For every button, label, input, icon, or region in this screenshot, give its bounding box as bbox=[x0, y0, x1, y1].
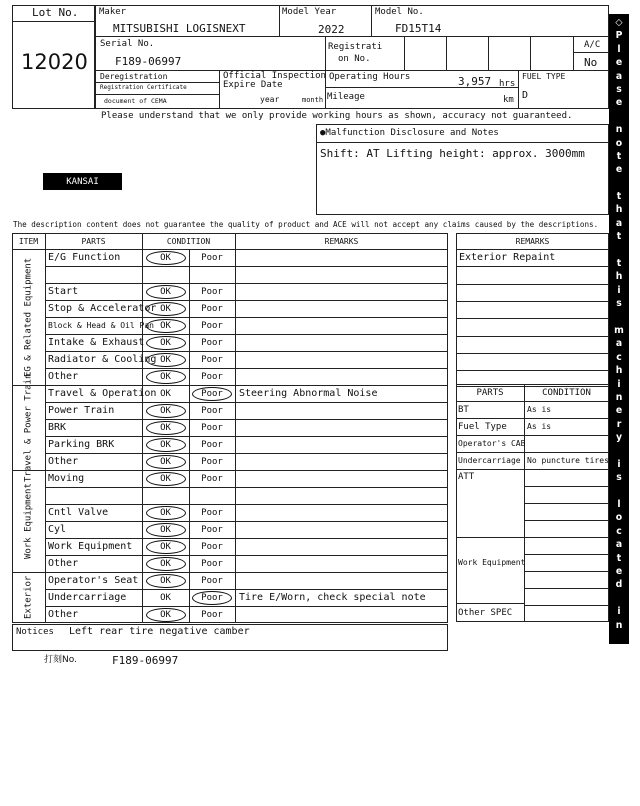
remarks-line bbox=[456, 318, 609, 319]
sidebar-char: s bbox=[616, 298, 622, 310]
sidebar-char: e bbox=[615, 97, 623, 109]
poor-option[interactable]: Poor bbox=[201, 303, 223, 314]
sidebar-char: a bbox=[615, 217, 623, 229]
sidebar-char: Y bbox=[615, 740, 623, 752]
group-label: EG & Related Equipment bbox=[23, 257, 34, 377]
sidebar-char: i bbox=[617, 713, 621, 725]
sidebar-space bbox=[617, 445, 620, 458]
notices-text: Left rear tire negative camber bbox=[69, 626, 250, 637]
ok-selected-circle bbox=[146, 319, 186, 333]
footer-value: F189-06997 bbox=[112, 654, 179, 667]
sidebar-char: ◇ bbox=[615, 793, 623, 805]
location-badge-label: KANSAI bbox=[66, 176, 99, 187]
ok-option[interactable]: OK bbox=[160, 303, 171, 314]
table-row bbox=[45, 317, 448, 334]
table-row bbox=[45, 402, 448, 419]
part-name: Undercarriage bbox=[48, 592, 127, 603]
ok-option[interactable]: OK bbox=[160, 286, 171, 297]
remarks-line bbox=[456, 370, 609, 371]
att-minor-line bbox=[524, 537, 609, 538]
location-sidebar bbox=[609, 14, 629, 805]
table-row bbox=[45, 453, 448, 470]
sidebar-char: d bbox=[615, 579, 623, 591]
poor-option[interactable]: Poor bbox=[201, 337, 223, 348]
table-row bbox=[45, 300, 448, 317]
notices-label: Notices bbox=[16, 627, 54, 637]
cema-label: document of CEMA bbox=[104, 97, 167, 105]
parts-name: BT bbox=[458, 404, 469, 415]
table-row bbox=[45, 589, 448, 606]
ok-selected-circle bbox=[146, 608, 186, 622]
part-name: Other bbox=[48, 456, 79, 467]
lot-label: Lot No. bbox=[32, 6, 79, 19]
serial-value: F189-06997 bbox=[115, 55, 182, 68]
ok-selected-circle bbox=[146, 472, 186, 486]
year-label: year bbox=[260, 95, 280, 104]
sidebar-char: c bbox=[616, 525, 622, 537]
sidebar-char: n bbox=[615, 619, 623, 631]
header-item: ITEM bbox=[18, 236, 39, 246]
sidebar-char: a bbox=[615, 699, 623, 711]
sidebar-space bbox=[617, 726, 620, 739]
malfunction-text: Shift: AT Lifting height: approx. 3000mm bbox=[320, 147, 585, 160]
model-no-value: FD15T14 bbox=[395, 22, 442, 35]
att-minor-line bbox=[524, 605, 609, 606]
att-minor-line bbox=[524, 520, 609, 521]
ok-selected-circle bbox=[146, 336, 186, 350]
registration-label-2: on No. bbox=[338, 54, 371, 64]
group-label: Travel & Power Train bbox=[23, 373, 34, 482]
sidebar-char: e bbox=[615, 405, 623, 417]
table-row bbox=[45, 266, 448, 283]
fuel-type-value: D bbox=[522, 90, 529, 101]
part-name: Operator's Seat bbox=[48, 575, 139, 586]
ok-selected-circle bbox=[146, 404, 186, 418]
sidebar-char: c bbox=[616, 351, 622, 363]
inspection-label-1: Official Inspection bbox=[223, 71, 326, 81]
table-row bbox=[45, 538, 448, 555]
sidebar-char: t bbox=[616, 191, 622, 203]
maker-value: MITSUBISHI LOGISNEXT bbox=[113, 22, 246, 35]
sidebar-char: o bbox=[615, 512, 623, 524]
ac-label: A/C bbox=[584, 40, 601, 50]
ok-option[interactable]: OK bbox=[160, 507, 171, 518]
table-row bbox=[45, 572, 448, 589]
ac-value: No bbox=[584, 56, 598, 69]
ok-option[interactable]: OK bbox=[160, 524, 171, 535]
remarks-line bbox=[456, 353, 609, 354]
poor-option[interactable]: Poor bbox=[201, 541, 223, 552]
group-label: Exterior bbox=[23, 575, 34, 620]
sidebar-char: y bbox=[615, 432, 623, 444]
remarks-line bbox=[456, 301, 609, 302]
sidebar-char: i bbox=[617, 284, 621, 296]
ok-selected-circle bbox=[146, 574, 186, 588]
ok-selected-circle bbox=[146, 285, 186, 299]
ok-option[interactable]: OK bbox=[160, 558, 171, 569]
poor-option[interactable]: Poor bbox=[201, 524, 223, 535]
poor-option[interactable]: Poor bbox=[201, 507, 223, 518]
ok-selected-circle bbox=[146, 421, 186, 435]
part-name: Other bbox=[48, 609, 79, 620]
part-name: Other bbox=[48, 558, 79, 569]
inspection-label-2: Expire Date bbox=[223, 80, 283, 90]
ok-option[interactable]: OK bbox=[160, 405, 171, 416]
footer-label: 打刻No. bbox=[44, 655, 77, 665]
ok-option[interactable]: OK bbox=[160, 337, 171, 348]
poor-option[interactable]: Poor bbox=[201, 354, 223, 365]
part-name: Cntl Valve bbox=[48, 507, 109, 518]
parts-header: PARTS bbox=[476, 387, 504, 398]
sidebar-char: s bbox=[616, 472, 622, 484]
ok-option[interactable]: OK bbox=[160, 320, 171, 331]
poor-option[interactable]: Poor bbox=[201, 320, 223, 331]
sidebar-char: a bbox=[615, 539, 623, 551]
header-remarks: REMARKS bbox=[324, 236, 359, 246]
part-name: Cyl bbox=[48, 524, 67, 535]
registration-label-1: Registrati bbox=[328, 42, 383, 52]
table-row bbox=[45, 504, 448, 521]
ok-option[interactable]: OK bbox=[160, 592, 171, 603]
hours-label: Operating Hours bbox=[329, 72, 411, 82]
part-name: Stop & Accelerator bbox=[48, 303, 157, 314]
table-row bbox=[45, 521, 448, 538]
table-row bbox=[45, 368, 448, 385]
table-row bbox=[45, 385, 448, 402]
sidebar-char: t bbox=[616, 552, 622, 564]
row-remark: Tire E/Worn, check special note bbox=[239, 592, 426, 603]
poor-option[interactable]: Poor bbox=[201, 252, 223, 263]
sidebar-char: e bbox=[615, 57, 623, 69]
poor-option[interactable]: Poor bbox=[201, 473, 223, 484]
sidebar-char: h bbox=[615, 365, 623, 377]
sidebar-space bbox=[617, 177, 620, 190]
table-row bbox=[45, 283, 448, 300]
remarks-line bbox=[456, 266, 609, 267]
att-minor-line bbox=[524, 571, 609, 572]
mileage-unit: km bbox=[503, 95, 514, 105]
table-row bbox=[45, 249, 448, 266]
poor-option[interactable]: Poor bbox=[201, 286, 223, 297]
ok-option[interactable]: OK bbox=[160, 473, 171, 484]
sidebar-space bbox=[617, 244, 620, 257]
sidebar-space bbox=[617, 485, 620, 498]
poor-option[interactable]: Poor bbox=[201, 558, 223, 569]
sidebar-char: o bbox=[615, 137, 623, 149]
parts-condition: As is bbox=[527, 422, 552, 431]
ok-option[interactable]: OK bbox=[160, 575, 171, 586]
row-remark: Steering Abnormal Noise bbox=[239, 388, 378, 399]
sidebar-space bbox=[617, 311, 620, 324]
ok-selected-circle bbox=[146, 251, 186, 265]
sidebar-char: t bbox=[616, 150, 622, 162]
part-name: Power Train bbox=[48, 405, 115, 416]
sidebar-char: a bbox=[615, 338, 623, 350]
malfunction-title: ●Malfunction Disclosure and Notes bbox=[320, 128, 499, 138]
sidebar-char: P bbox=[615, 30, 623, 42]
part-name: Other bbox=[48, 371, 79, 382]
poor-option[interactable]: Poor bbox=[201, 456, 223, 467]
table-row bbox=[45, 555, 448, 572]
parts-line bbox=[456, 469, 609, 470]
att-minor-line bbox=[524, 588, 609, 589]
table-row bbox=[45, 470, 448, 487]
ok-option[interactable]: OK bbox=[160, 609, 171, 620]
poor-option[interactable]: Poor bbox=[201, 422, 223, 433]
part-name: E/G Function bbox=[48, 252, 121, 263]
ok-option[interactable]: OK bbox=[160, 456, 171, 467]
hours-unit: hrs bbox=[499, 79, 516, 89]
ok-option[interactable]: OK bbox=[160, 541, 171, 552]
sidebar-char: n bbox=[615, 391, 623, 403]
model-year-label: Model Year bbox=[282, 7, 337, 17]
remarks-header: REMARKS bbox=[515, 236, 550, 246]
table-row bbox=[45, 606, 448, 623]
sidebar-char: i bbox=[617, 458, 621, 470]
serial-label: Serial No. bbox=[100, 39, 155, 49]
sidebar-char: s bbox=[616, 83, 622, 95]
lot-number: 12020 bbox=[21, 50, 88, 74]
att-minor-line bbox=[524, 554, 609, 555]
registration-cert-label: Registration Certificate bbox=[100, 84, 187, 91]
table-row bbox=[45, 419, 448, 436]
ok-selected-circle bbox=[146, 540, 186, 554]
poor-option[interactable]: Poor bbox=[201, 371, 223, 382]
att-label: ATT bbox=[458, 472, 475, 482]
condition-header: CONDITION bbox=[542, 387, 591, 398]
sidebar-char: h bbox=[615, 271, 623, 283]
part-name: Radiator & Cooling bbox=[48, 354, 157, 365]
parts-name: Undercarriage bbox=[458, 456, 521, 465]
sidebar-char: m bbox=[614, 324, 624, 336]
disclaimer: The description content does not guarantee the quality of product and ACE will not accept any claims caused by the descriptions. bbox=[13, 220, 599, 229]
other-spec-label: Other SPEC bbox=[458, 607, 513, 618]
part-name: Work Equipment bbox=[48, 541, 133, 552]
table-row bbox=[45, 334, 448, 351]
sidebar-char: r bbox=[616, 418, 622, 430]
poor-option[interactable]: Poor bbox=[201, 609, 223, 620]
table-row bbox=[45, 487, 448, 504]
ok-option[interactable]: OK bbox=[160, 388, 171, 399]
model-no-label: Model No. bbox=[375, 7, 424, 17]
sidebar-char: e bbox=[615, 164, 623, 176]
ok-selected-circle bbox=[146, 557, 186, 571]
part-name: Parking BRK bbox=[48, 439, 115, 450]
sidebar-space bbox=[617, 632, 620, 645]
sidebar-char: i bbox=[617, 606, 621, 618]
remarks-line bbox=[456, 284, 609, 285]
part-name: Moving bbox=[48, 473, 85, 484]
parts-condition: As is bbox=[527, 405, 552, 414]
header-condition: CONDITION bbox=[166, 236, 211, 246]
ok-option[interactable]: OK bbox=[160, 422, 171, 433]
sidebar-char: l bbox=[617, 499, 621, 511]
att-minor-line bbox=[524, 486, 609, 487]
parts-condition: No puncture tires bbox=[527, 456, 609, 465]
sidebar-char: a bbox=[615, 753, 623, 765]
sidebar-char: h bbox=[615, 204, 623, 216]
sidebar-char: s bbox=[616, 686, 622, 698]
part-name: Travel & Operation bbox=[48, 388, 157, 399]
ok-selected-circle bbox=[146, 438, 186, 452]
table-row bbox=[45, 351, 448, 368]
hours-value: 3,957 bbox=[458, 75, 492, 88]
sidebar-char: ◇ bbox=[615, 17, 623, 28]
ok-option[interactable]: OK bbox=[160, 354, 171, 365]
poor-selected-circle bbox=[192, 591, 232, 605]
parts-name: Fuel Type bbox=[458, 421, 507, 432]
sidebar-space bbox=[617, 592, 620, 605]
model-year-value: 2022 bbox=[318, 23, 345, 36]
sidebar-char: n bbox=[615, 124, 623, 136]
remarks-row: Exterior Repaint bbox=[459, 252, 556, 264]
poor-selected-circle bbox=[192, 387, 232, 401]
poor-option[interactable]: Poor bbox=[201, 592, 223, 603]
ok-selected-circle bbox=[146, 506, 186, 520]
sidebar-char: d bbox=[615, 780, 623, 792]
parts-name: Operator's CAB bbox=[458, 439, 526, 448]
part-name: Block & Head & Oil Pan bbox=[48, 321, 154, 330]
ok-option[interactable]: OK bbox=[160, 371, 171, 382]
sidebar-char: e bbox=[615, 566, 623, 578]
sidebar-space bbox=[617, 110, 620, 123]
poor-option[interactable]: Poor bbox=[201, 405, 223, 416]
header-parts: PARTS bbox=[81, 236, 106, 246]
poor-option[interactable]: Poor bbox=[201, 439, 223, 450]
ok-selected-circle bbox=[146, 523, 186, 537]
fuel-type-label: FUEL TYPE bbox=[522, 72, 566, 81]
work-equipment-label: Work Equipment bbox=[458, 558, 526, 567]
group-label: Work Equipment bbox=[23, 483, 34, 559]
table-row bbox=[45, 436, 448, 453]
part-name: BRK bbox=[48, 422, 67, 433]
maker-label: Maker bbox=[99, 7, 127, 17]
sidebar-char: i bbox=[617, 378, 621, 390]
ok-selected-circle bbox=[146, 370, 186, 384]
sidebar-char: r bbox=[616, 766, 622, 778]
mileage-label: Mileage bbox=[327, 92, 365, 102]
part-name: Start bbox=[48, 286, 79, 297]
deregistration-label: Deregistration bbox=[100, 72, 168, 81]
remarks-line bbox=[456, 336, 609, 337]
month-label: month bbox=[302, 96, 324, 104]
part-name: Intake & Exhaust bbox=[48, 337, 145, 348]
sidebar-char: t bbox=[616, 258, 622, 270]
sidebar-char: K bbox=[615, 646, 623, 658]
location-badge bbox=[43, 173, 122, 190]
ok-selected-circle bbox=[146, 302, 186, 316]
ok-option[interactable]: OK bbox=[160, 439, 171, 450]
sidebar-char: n bbox=[615, 673, 623, 685]
ok-selected-circle bbox=[146, 455, 186, 469]
att-minor-line bbox=[524, 503, 609, 504]
poor-option[interactable]: Poor bbox=[201, 388, 223, 399]
hours-notice: Please understand that we only provide working hours as shown, accuracy not guaranteed. bbox=[101, 111, 573, 121]
ok-option[interactable]: OK bbox=[160, 252, 171, 263]
sidebar-char: l bbox=[617, 43, 621, 55]
poor-option[interactable]: Poor bbox=[201, 575, 223, 586]
sidebar-char: t bbox=[616, 231, 622, 243]
ok-selected-circle bbox=[146, 353, 186, 367]
sidebar-char: a bbox=[615, 70, 623, 82]
sidebar-char: a bbox=[615, 659, 623, 671]
